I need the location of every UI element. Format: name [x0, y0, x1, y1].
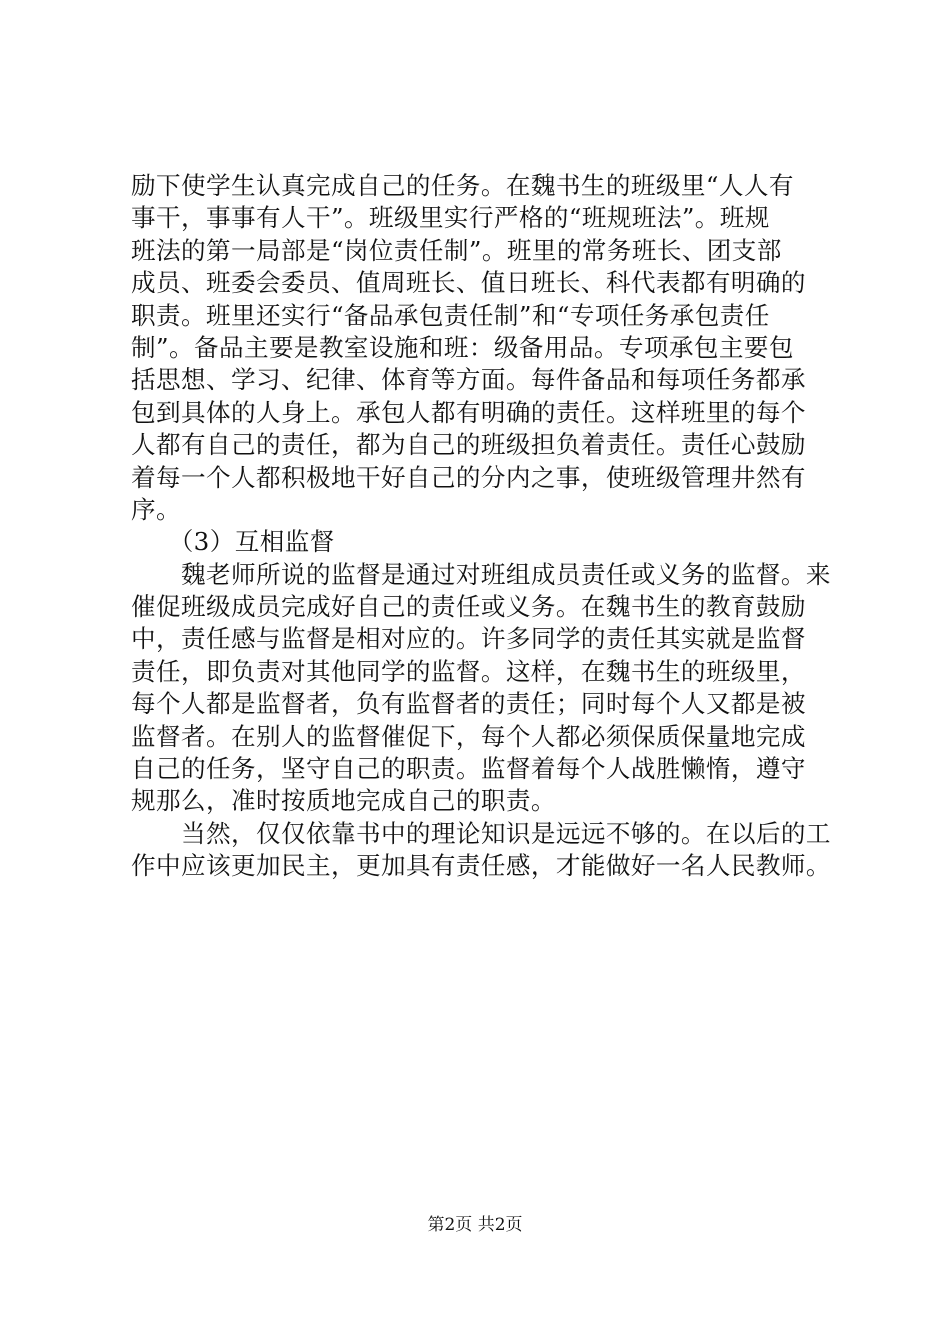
text-line: 包到具体的人身上。承包人都有明确的责任。这样班里的每个 — [131, 397, 806, 427]
text-line: 监督者。在别人的监督催促下，每个人都必须保质保量地完成 — [131, 721, 806, 751]
page-number-footer: 第2页 共2页 — [427, 1215, 523, 1235]
text-line: 括思想、学习、纪律、体育等方面。每件备品和每项任务都承 — [131, 365, 806, 395]
text-line: 事干，事事有人干”。班级里实行严格的“班规班法”。班规 — [131, 203, 770, 233]
text-line: 责任，即负责对其他同学的监督。这样，在魏书生的班级里， — [131, 656, 806, 686]
text-line: 励下使学生认真完成自己的任务。在魏书生的班级里“人人有 — [131, 171, 794, 200]
text-line: 作中应该更加民主，更加具有责任感，才能做好一名人民教师。 — [131, 851, 831, 881]
text-line: 规那么，准时按质地完成自己的职责。 — [131, 786, 556, 816]
text-line: 人都有自己的责任，都为自己的班级担负着责任。责任心鼓励 — [131, 430, 806, 460]
text-line: 自己的任务，坚守自己的职责。监督着每个人战胜懒惰，遵守 — [131, 754, 806, 784]
text-line: 当然，仅仅依靠书中的理论知识是远远不够的。在以后的工 — [131, 818, 831, 848]
text-line: 每个人都是监督者，负有监督者的责任；同时每个人又都是被 — [131, 689, 806, 719]
section-heading: （3）互相监督 — [131, 527, 335, 557]
text-line: 催促班级成员完成好自己的责任或义务。在魏书生的教育鼓励 — [131, 592, 806, 622]
text-line: 着每一个人都积极地干好自己的分内之事，使班级管理井然有 — [131, 462, 806, 492]
text-line: 班法的第一局部是“岗位责任制”。班里的常务班长、团支部 — [131, 235, 782, 265]
text-line: 中，责任感与监督是相对应的。许多同学的责任其实就是监督 — [131, 624, 806, 654]
document-body — [131, 170, 836, 883]
text-line: 职责。班里还实行“备品承包责任制”和“专项任务承包责任 — [131, 300, 770, 330]
text-line: 成员、班委会委员、值周班长、值日班长、科代表都有明确的 — [131, 268, 806, 298]
text-line: 魏老师所说的监督是通过对班组成员责任或义务的监督。来 — [131, 559, 831, 589]
text-line: 制”。备品主要是教室设施和班：级备用品。专项承包主要包 — [131, 332, 794, 362]
text-line: 序。 — [131, 494, 181, 524]
